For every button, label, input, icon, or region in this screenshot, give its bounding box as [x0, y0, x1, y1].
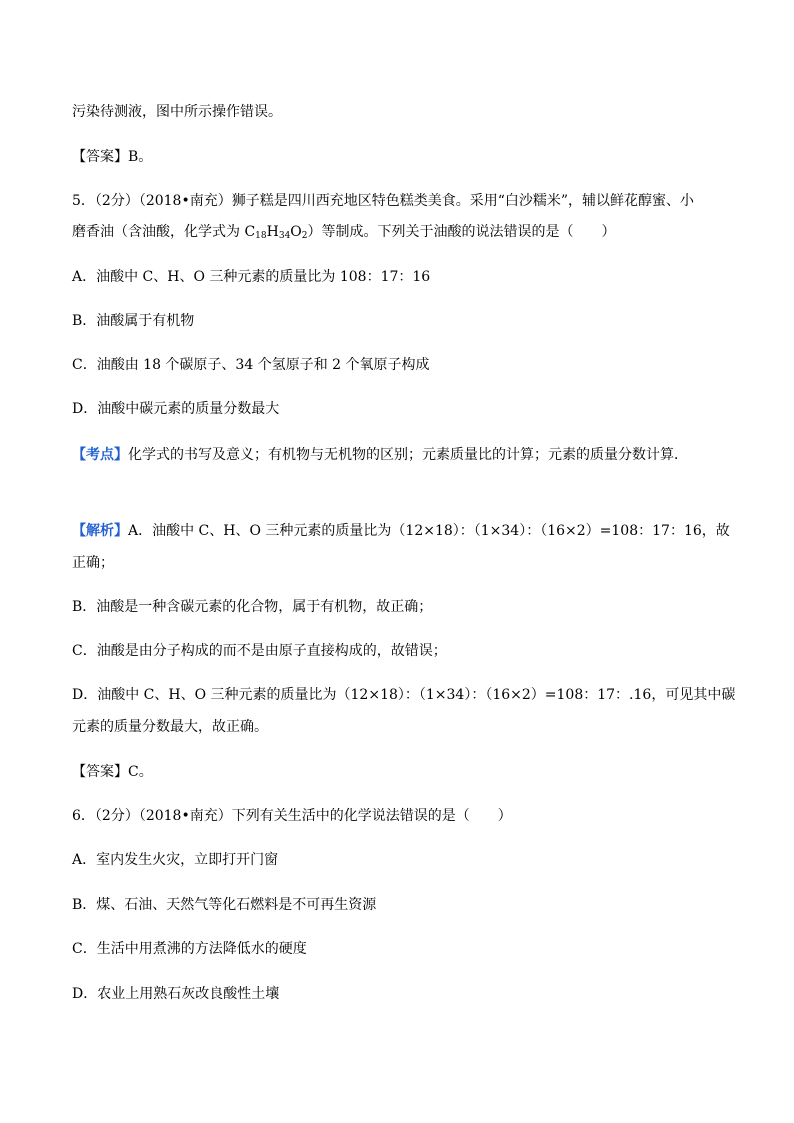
q5-text-part4: ）等制成。下列关于油酸的说法错误的是（ ）	[307, 224, 616, 240]
jiexi-d-line-1: D．油酸中 C、H、O 三种元素的质量比为（12×18）：（1×34）：（16×2）=108：17：.16，可见其中碳	[72, 687, 736, 703]
q6-option-b: B．煤、石油、天然气等化石燃料是不可再生资源	[72, 897, 377, 913]
q5-subscript-18: 18	[255, 231, 267, 241]
question-6: 6．（2分）（2018•南充）下列有关生活中的化学说法错误的是（ ）	[72, 808, 512, 824]
jiexi-label: 【解析】	[72, 523, 128, 539]
q6-option-c: C．生活中用煮沸的方法降低水的硬度	[72, 941, 307, 957]
kaodian-label: 【考点】	[72, 447, 128, 463]
question-5-line-1: 5．（2分）（2018•南充）狮子糕是四川西充地区特色糕类美食。采用“白沙糯米”，辅以鲜花醇蜜、小	[72, 193, 695, 209]
answer-q4: 【答案】B。	[72, 149, 153, 165]
jiexi-b: B．油酸是一种含碳元素的化合物，属于有机物，故正确；	[72, 599, 433, 615]
jiexi-d-line-2: 元素的质量分数最大，故正确。	[72, 719, 268, 735]
jiexi-a-line-2: 正确；	[72, 555, 114, 571]
q5-text-part1: 磨香油（含油酸，化学式为 C	[72, 224, 256, 240]
question-5-line-2	[72, 222, 616, 242]
previous-answer-tail: 污染待测液，图中所示操作错误。	[72, 104, 282, 120]
jiexi-a-line-1: A．油酸中 C、H、O 三种元素的质量比为（12×18）：（1×34）：（16×2）=108：17：16，故	[128, 523, 730, 539]
q5-option-d: D．油酸中碳元素的质量分数最大	[72, 401, 280, 417]
q6-option-a: A．室内发生火灾，立即打开门窗	[72, 852, 279, 868]
kaodian-row	[72, 445, 688, 465]
q5-option-a: A．油酸中 C、H、O 三种元素的质量比为 108：17：16	[72, 269, 431, 285]
q5-text-o: O	[290, 224, 302, 240]
q5-option-b: B．油酸属于有机物	[72, 313, 195, 329]
q5-subscript-2: 2	[301, 231, 308, 241]
jiexi-row-1	[72, 521, 730, 541]
answer-q5: 【答案】C。	[72, 764, 153, 780]
q5-subscript-34: 34	[278, 231, 291, 241]
jiexi-c: C．油酸是由分子构成的而不是由原子直接构成的，故错误；	[72, 643, 447, 659]
q6-option-d: D．农业上用熟石灰改良酸性土壤	[72, 986, 280, 1002]
q5-text-h: H	[266, 224, 279, 240]
kaodian-text: 化学式的书写及意义；有机物与无机物的区别；元素质量比的计算；元素的质量分数计算．	[128, 447, 688, 463]
q5-option-c: C．油酸由 18 个碳原子、34 个氢原子和 2 个氧原子构成	[72, 357, 430, 373]
